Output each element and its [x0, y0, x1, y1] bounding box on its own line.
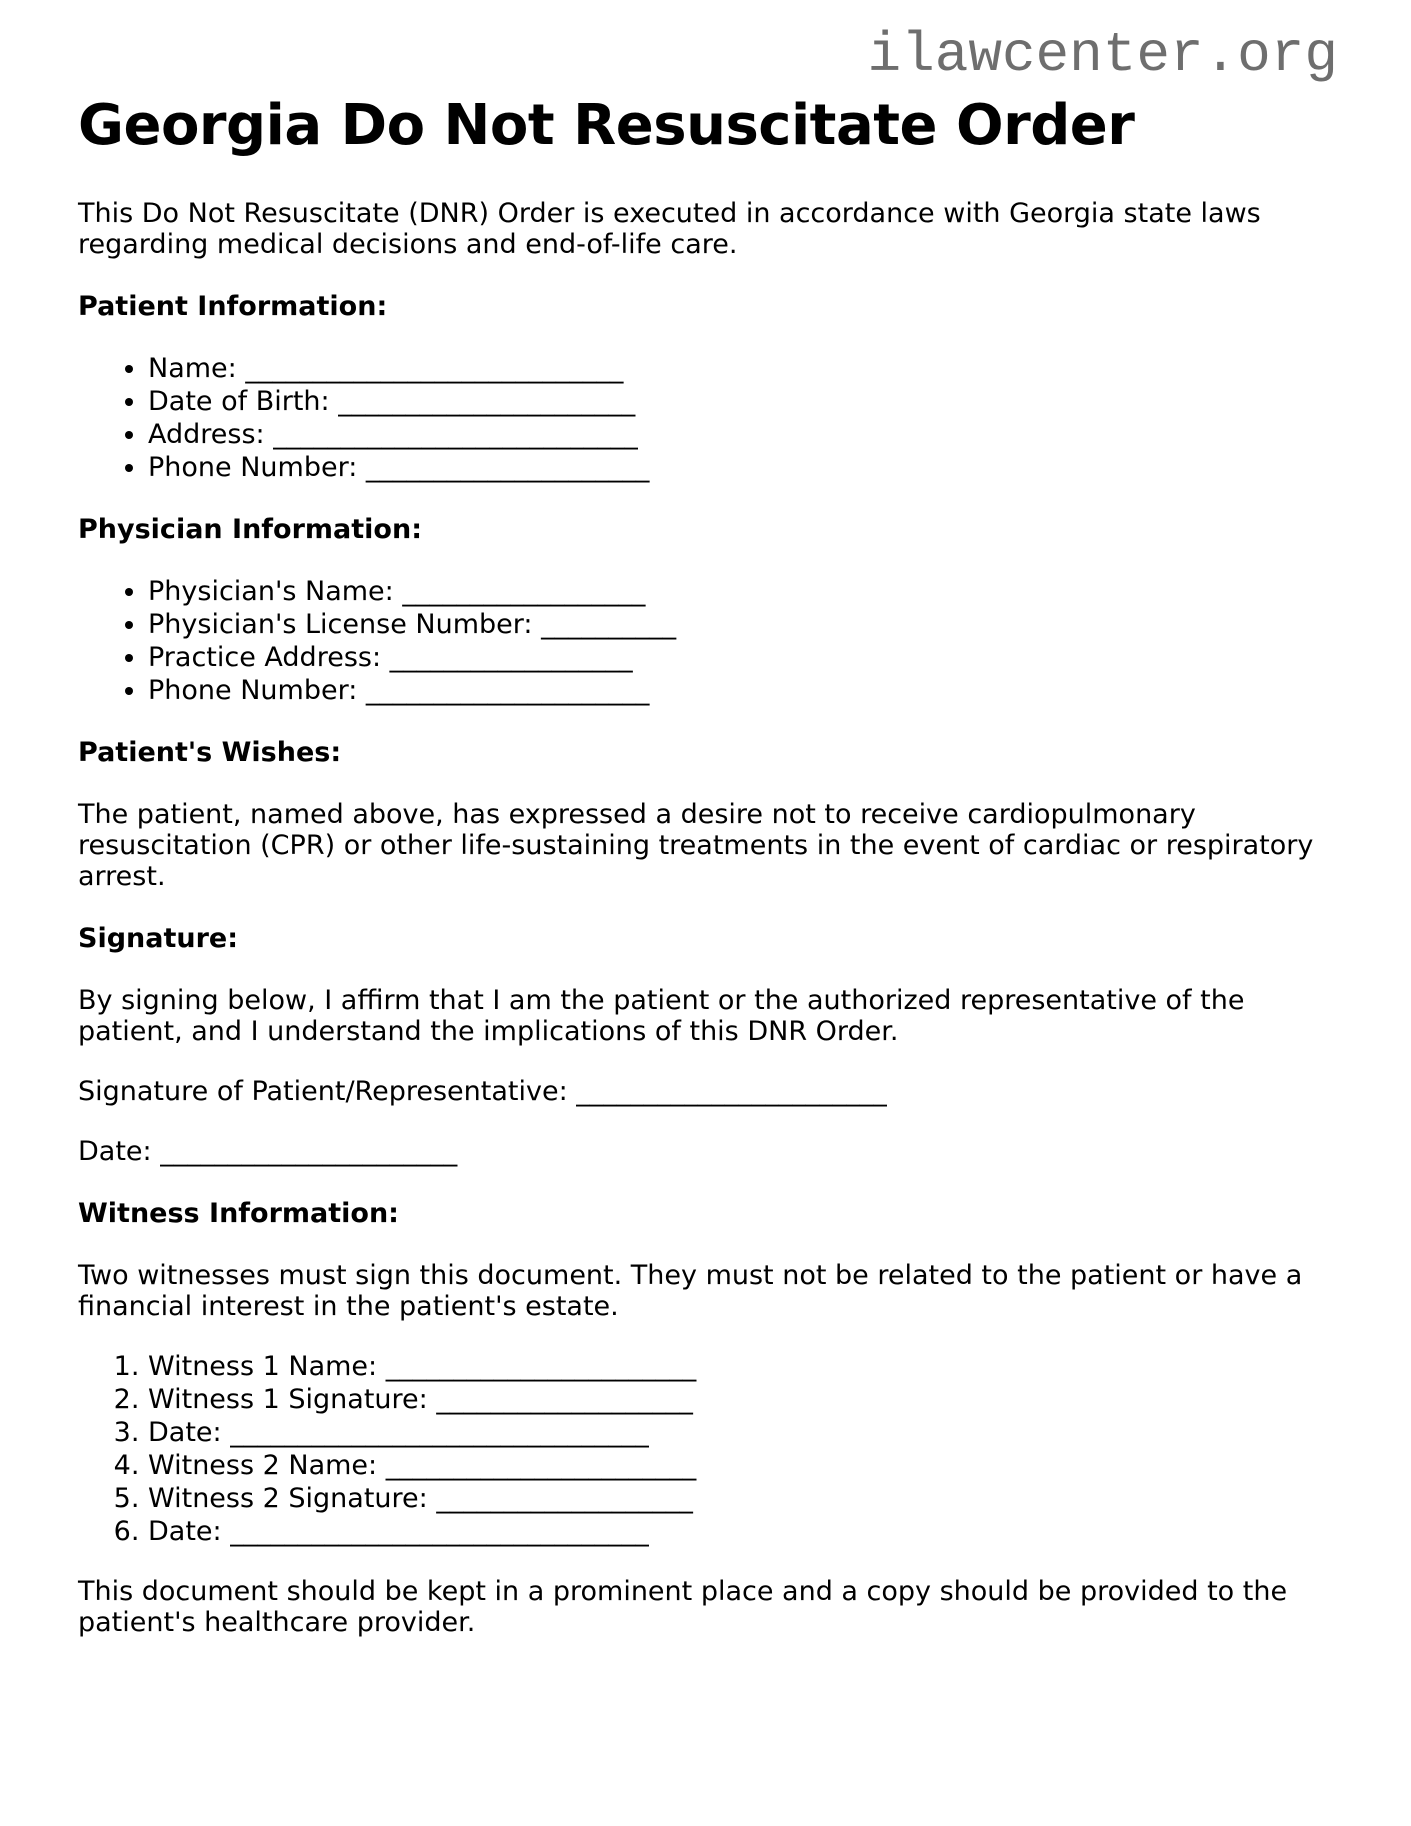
field-label: Witness 1 Name:: [148, 1351, 378, 1383]
witness-1-signature-blank: ___________________: [427, 1384, 693, 1416]
section-heading-patient-information: Patient Information:: [78, 291, 388, 323]
field-label: Date:: [148, 1516, 222, 1548]
field-label: Witness 2 Name:: [148, 1450, 378, 1482]
physician-license-blank: __________: [532, 609, 677, 641]
witness-2-name-line: [148, 1450, 1338, 1481]
patient-phone-blank: _____________________: [357, 452, 650, 484]
physician-license-line: [148, 609, 1338, 640]
footer-note-paragraph: This document should be kept in a prominent place and a copy should be provided to the patient's healthcare provider.: [78, 1576, 1288, 1639]
field-label: Physician's Name:: [148, 576, 394, 608]
patient-dob-line: [148, 386, 1338, 417]
physician-name-line: [148, 576, 1338, 607]
witness-list: [78, 1351, 1338, 1547]
field-label: Name:: [148, 353, 237, 385]
witness-1-signature-line: [148, 1384, 1338, 1415]
physician-phone-blank: _____________________: [357, 675, 650, 707]
signature-date-line: [78, 1136, 1338, 1167]
field-label: Phone Number:: [148, 452, 358, 484]
section-heading-witness-information: Witness Information:: [78, 1198, 399, 1230]
field-label: Witness 1 Signature:: [148, 1384, 428, 1416]
witness-1-date-line: [148, 1417, 1338, 1448]
patient-address-blank: ___________________________: [264, 419, 638, 451]
witness-2-signature-line: [148, 1483, 1338, 1514]
field-label: Signature of Patient/Representative:: [78, 1076, 568, 1108]
patient-phone-line: [148, 452, 1338, 483]
witness-2-signature-blank: ___________________: [427, 1483, 693, 1515]
witness-1-name-line: [148, 1351, 1338, 1382]
witness-1-name-blank: _______________________: [377, 1351, 697, 1383]
field-label: Practice Address:: [148, 642, 382, 674]
patient-information-list: [78, 353, 1338, 483]
patient-dob-blank: ______________________: [329, 386, 636, 418]
signature-affirmation-paragraph: By signing below, I affirm that I am the patient or the authorized representative of the patient, and I understand the implications of this DNR Order.: [78, 985, 1245, 1048]
witness-2-name-blank: _______________________: [377, 1450, 697, 1482]
physician-phone-line: [148, 675, 1338, 706]
signature-blank: _______________________: [567, 1076, 887, 1108]
signature-date-blank: ______________________: [151, 1136, 458, 1168]
physician-name-blank: __________________: [393, 576, 646, 608]
page-title: Georgia Do Not Resuscitate Order: [78, 92, 1135, 158]
witness-2-date-line: [148, 1516, 1338, 1547]
patients-wishes-paragraph: The patient, named above, has expressed a desire not to receive cardiopulmonary resuscitation (CPR) or other life-sustaining treatments in the event of cardiac or respiratory arrest.: [78, 799, 1314, 893]
intro-paragraph: This Do Not Resuscitate (DNR) Order is executed in accordance with Georgia state laws regarding medical decisions and end-of-life care.: [78, 198, 1261, 261]
section-heading-patients-wishes: Patient's Wishes:: [78, 737, 342, 769]
signature-line: [78, 1076, 1338, 1107]
section-heading-signature: Signature:: [78, 923, 239, 955]
witness-2-date-blank: _______________________________: [221, 1516, 649, 1548]
witness-1-date-blank: _______________________________: [221, 1417, 649, 1449]
physician-information-list: [78, 576, 1338, 706]
field-label: Address:: [148, 419, 265, 451]
witness-instructions-paragraph: Two witnesses must sign this document. They must not be related to the patient or have a financial interest in the patient's estate.: [78, 1260, 1303, 1323]
field-label: Physician's License Number:: [148, 609, 533, 641]
patient-address-line: [148, 419, 1338, 450]
site-logo-text: ilawcenter.org: [867, 23, 1338, 87]
patient-name-line: [148, 353, 1338, 384]
field-label: Date of Birth:: [148, 386, 330, 418]
physician-practice-address-line: [148, 642, 1338, 673]
field-label: Date:: [148, 1417, 222, 1449]
field-label: Date:: [78, 1136, 152, 1168]
field-label: Witness 2 Signature:: [148, 1483, 428, 1515]
patient-name-blank: ____________________________: [236, 353, 624, 385]
physician-practice-address-blank: __________________: [381, 642, 633, 674]
field-label: Phone Number:: [148, 675, 358, 707]
section-heading-physician-information: Physician Information:: [78, 514, 422, 546]
